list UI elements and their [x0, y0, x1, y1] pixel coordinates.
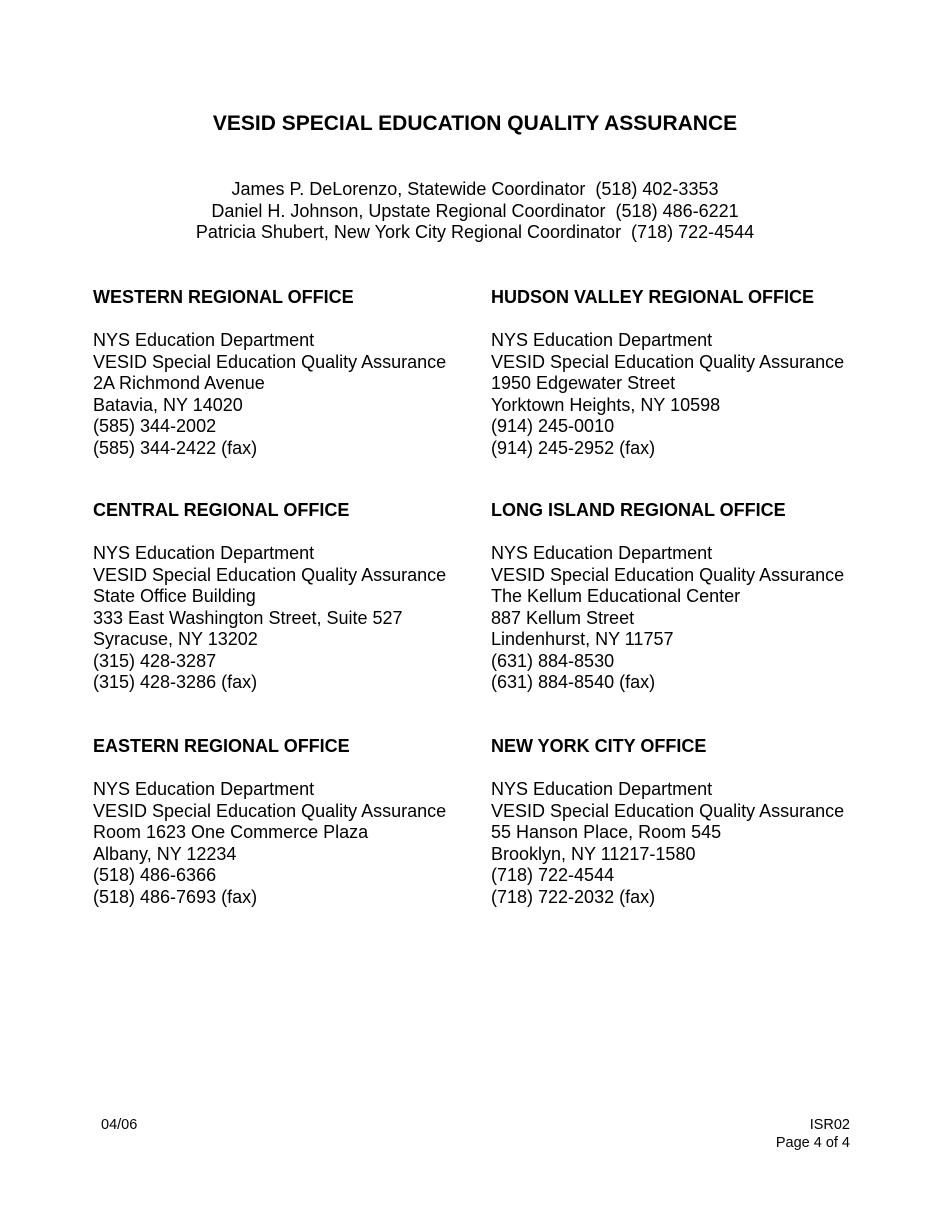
footer-doc-info: [776, 1116, 850, 1152]
footer-doc-id: ISR02: [809, 1117, 850, 1133]
office-line: Lindenhurst, NY 11757: [491, 629, 674, 649]
page-title: VESID SPECIAL EDUCATION QUALITY ASSURANCE: [212, 112, 738, 135]
office-phone: (518) 486-6366: [93, 865, 217, 885]
office-line: VESID Special Education Quality Assurance: [93, 564, 447, 585]
office-line: Brooklyn, NY 11217-1580: [491, 843, 696, 864]
office-line: Albany, NY 12234: [93, 843, 237, 864]
office-western: [93, 287, 446, 459]
office-line: The Kellum Educational Center: [491, 586, 741, 606]
office-line: NYS Education Department: [93, 779, 315, 799]
office-line: NYS Education Department: [93, 543, 315, 563]
office-line: 333 East Washington Street, Suite 527: [93, 607, 403, 628]
office-line: NYS Education Department: [491, 330, 713, 350]
office-line: Yorktown Heights, NY 10598: [491, 394, 721, 415]
office-line: VESID Special Education Quality Assurance: [93, 351, 447, 372]
office-heading: LONG ISLAND REGIONAL OFFICE: [491, 500, 786, 520]
office-line: NYS Education Department: [93, 330, 315, 350]
office-central: [93, 500, 446, 694]
office-line: 887 Kellum Street: [491, 607, 635, 628]
office-phone: (914) 245-0010: [491, 416, 615, 436]
coordinator-list: [0, 179, 950, 244]
office-fax: (518) 486-7693 (fax): [93, 886, 258, 907]
office-line: VESID Special Education Quality Assurance: [491, 564, 845, 585]
office-line: Syracuse, NY 13202: [93, 629, 258, 649]
office-heading: EASTERN REGIONAL OFFICE: [93, 736, 350, 756]
office-heading: NEW YORK CITY OFFICE: [491, 736, 707, 756]
coordinator-nyc: Patricia Shubert, New York City Regional Coordinator (718) 722-4544: [195, 222, 755, 242]
office-fax: (585) 344-2422 (fax): [93, 437, 258, 458]
office-line: VESID Special Education Quality Assurance: [93, 800, 447, 821]
office-line: 55 Hanson Place, Room 545: [491, 822, 722, 842]
office-line: VESID Special Education Quality Assurance: [491, 800, 845, 821]
office-heading: WESTERN REGIONAL OFFICE: [93, 287, 354, 307]
office-line: NYS Education Department: [491, 543, 713, 563]
office-line: Room 1623 One Commerce Plaza: [93, 822, 369, 842]
footer-page-number: Page 4 of 4: [775, 1135, 850, 1151]
office-line: NYS Education Department: [491, 779, 713, 799]
office-phone: (718) 722-4544: [491, 865, 615, 885]
coordinator-upstate: Daniel H. Johnson, Upstate Regional Coordinator (518) 486-6221: [211, 200, 739, 221]
office-fax: (914) 245-2952 (fax): [491, 437, 656, 458]
office-eastern: [93, 736, 446, 908]
office-fax: (315) 428-3286 (fax): [93, 672, 258, 692]
office-phone: (315) 428-3287: [93, 650, 217, 671]
footer-date: 04/06: [101, 1117, 138, 1133]
office-heading: HUDSON VALLEY REGIONAL OFFICE: [491, 287, 815, 307]
office-hudson-valley: [491, 287, 844, 459]
office-line: VESID Special Education Quality Assurance: [491, 351, 845, 372]
office-fax: (718) 722-2032 (fax): [491, 886, 656, 907]
office-line: State Office Building: [93, 586, 256, 606]
office-fax: (631) 884-8540 (fax): [491, 672, 656, 692]
office-long-island: [491, 500, 844, 694]
coordinator-statewide: James P. DeLorenzo, Statewide Coordinator (518) 402-3353: [231, 179, 719, 199]
office-line: Batavia, NY 14020: [93, 394, 243, 415]
office-phone: (631) 884-8530: [491, 650, 615, 671]
office-nyc: [491, 736, 844, 908]
office-line: 2A Richmond Avenue: [93, 373, 265, 393]
office-heading: CENTRAL REGIONAL OFFICE: [93, 500, 350, 520]
office-line: 1950 Edgewater Street: [491, 373, 676, 393]
office-phone: (585) 344-2002: [93, 416, 217, 436]
